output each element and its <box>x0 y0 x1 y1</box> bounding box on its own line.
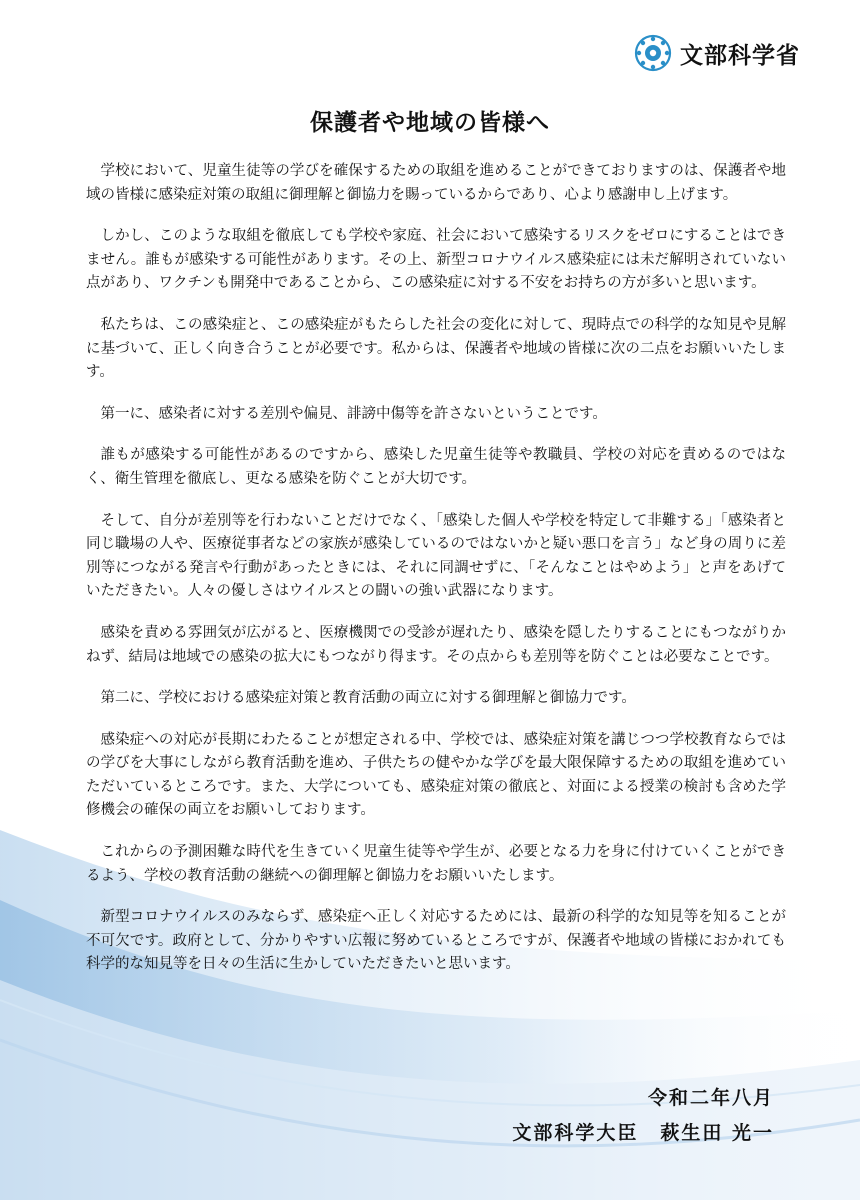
signature-position: 文部科学大臣 <box>512 1122 639 1144</box>
letter-body <box>86 160 786 995</box>
ministry-logo <box>634 34 800 72</box>
paragraph: 新型コロナウイルスのみならず、感染症へ正しく対応するためには、最新の科学的な知見等を知ることが不可欠です。政府として、分かりやすい広報に努めているところですが、保護者や地域の皆様におかれても科学的な知見等を日々の生活に生かしていただきたいと思います。 <box>86 909 786 973</box>
signature-name: 萩生田 光一 <box>660 1122 774 1144</box>
signature-block <box>512 1118 774 1145</box>
paragraph: 感染を責める雰囲気が広がると、医療機関での受診が遅れたり、感染を隠したりすることにもつながりかねず、結局は地域での感染の拡大にもつながり得ます。その点からも差別等を防ぐことは必要なことです。 <box>86 624 786 665</box>
paragraph: これからの予測困難な時代を生きていく児童生徒等や学生が、必要となる力を身に付けていくことができるよう、学校の教育活動の継続への御理解と御協力をお願いいたします。 <box>86 844 786 884</box>
signature-date: 令和二年八月 <box>647 1087 774 1109</box>
page-title: 保護者や地域の皆様へ <box>310 109 550 136</box>
paragraph: 第一に、感染者に対する差別や偏見、誹謗中傷等を許さないということです。 <box>100 405 607 422</box>
logo-text: 文部科学省 <box>680 42 800 69</box>
paragraph: 学校において、児童生徒等の学びを確保するための取組を進めることができておりますのは、保護者や地域の皆様に感染症対策の取組に御理解と御協力を賜っているからであり、心より感謝申し上げます。 <box>86 163 786 203</box>
paragraph: 誰もが感染する可能性があるのですから、感染した児童生徒等や教職員、学校の対応を責めるのではなく、衛生管理を徹底し、更なる感染を防ぐことが大切です。 <box>86 447 786 487</box>
paragraph: 私たちは、この感染症と、この感染症がもたらした社会の変化に対して、現時点での科学的な知見や見解に基づいて、正しく向き合うことが必要です。私からは、保護者や地域の皆様に次の二点をお願いいたします。 <box>86 316 786 381</box>
mext-emblem-icon <box>634 34 672 72</box>
paragraph: そして、自分が差別等を行わないことだけでなく、「感染した個人や学校を特定して非難する」「感染者と同じ職場の人や、医療従事者などの家族が感染しているのではないかと疑い悪口を言う」など身の周りに差別等につながる発言や行動があったときには、それに同調せずに、「そんなことはやめよう」と声をあげていただきたい。人々の優しさはウイルスとの闘いの強い武器になります。 <box>86 512 786 600</box>
paragraph: 感染症への対応が長期にわたることが想定される中、学校では、感染症対策を講じつつ学校教育ならではの学びを大事にしながら教育活動を進め、子供たちの健やかな学びを最大限保障するための取組を進めていただいているところです。また、大学についても、感染症対策の徹底と、対面による授業の検討も含めた学修機会の確保の両立をお願いしております。 <box>86 731 786 819</box>
paragraph: しかし、このような取組を徹底しても学校や家庭、社会において感染するリスクをゼロにすることはできません。誰もが感染する可能性があります。その上、新型コロナウイルス感染症には未だ解明されていない点があり、ワクチンも開発中であることから、この感染症に対する不安をお持ちの方が多いと思います。 <box>86 228 786 292</box>
paragraph: 第二に、学校における感染症対策と教育活動の両立に対する御理解と御協力です。 <box>100 690 636 707</box>
